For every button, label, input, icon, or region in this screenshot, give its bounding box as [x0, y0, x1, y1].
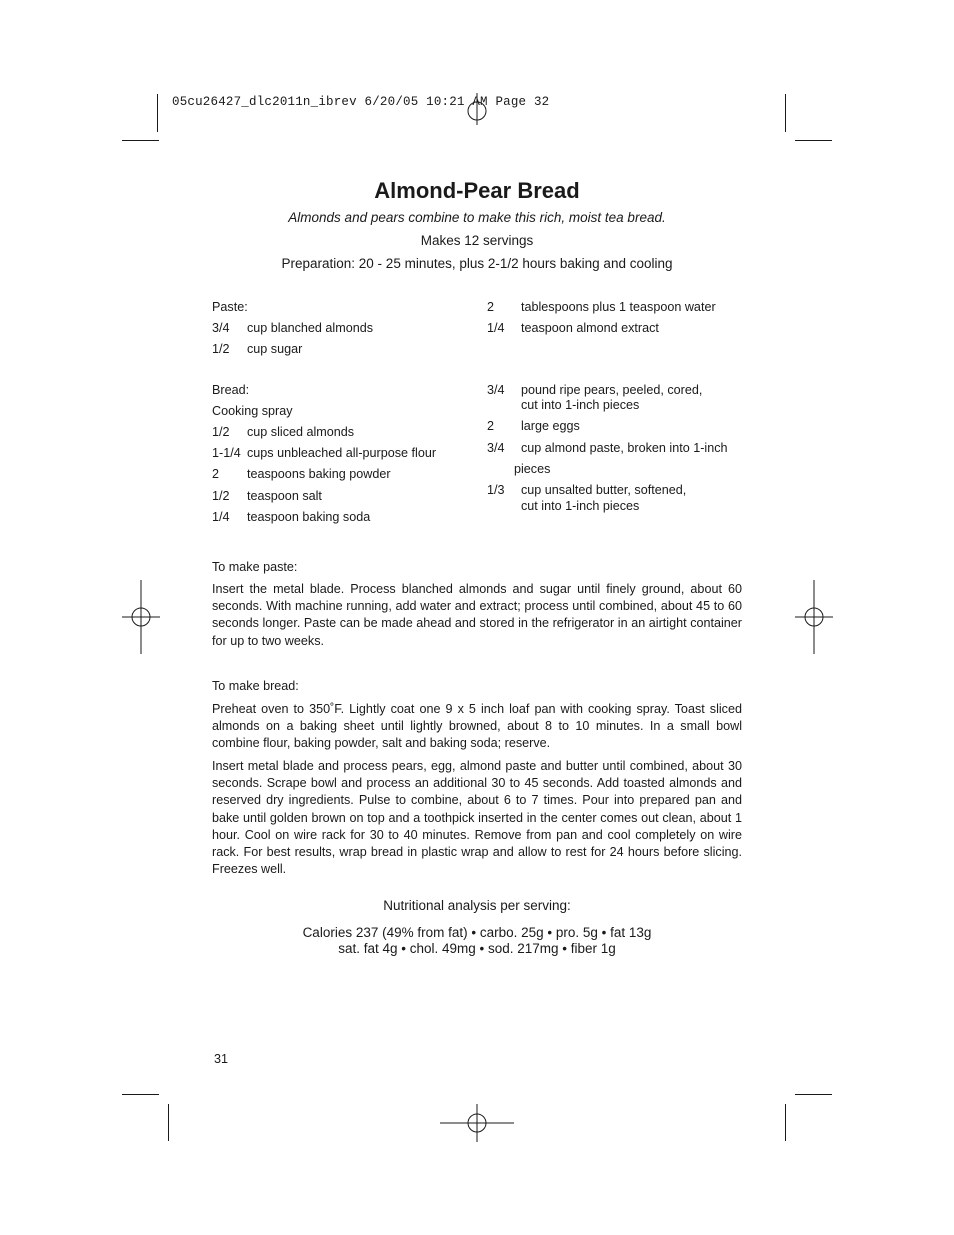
- recipe-subtitle: Almonds and pears combine to make this rich, moist tea bread.: [288, 210, 666, 225]
- ingredient-item: cups unbleached all-purpose flour: [247, 446, 437, 460]
- ingredient-item: large eggs: [521, 419, 580, 433]
- ingredient-item: tablespoons plus 1 teaspoon water: [521, 300, 716, 314]
- registration-mark-icon: [122, 580, 160, 654]
- make-paste-text: Insert the metal blade. Process blanched almonds and sugar until finely ground, about 60 seconds. With machine running, add water and extract; process until combined, about 45 to 60 seconds longer. Paste can be made ahead and stored in the refrigerator in an airtight container for up to two weeks.: [212, 582, 742, 648]
- ingredient-item: cup unsalted butter, softened,: [521, 483, 687, 497]
- printer-slug: 05cu26427_dlc2011n_ibrev 6/20/05 10:21 AM Page 32: [172, 95, 550, 109]
- bread-heading: Bread:: [212, 383, 250, 397]
- ingredient-item: cup sliced almonds: [247, 425, 355, 439]
- crop-mark: [122, 140, 159, 141]
- ingredient-qty: 2: [487, 419, 495, 433]
- registration-mark-icon: [795, 580, 833, 654]
- crop-mark: [785, 94, 786, 132]
- crop-mark: [122, 1094, 159, 1095]
- crop-mark: [795, 1094, 832, 1095]
- ingredient-item-continued: cut into 1-inch pieces: [521, 398, 640, 412]
- ingredient-qty: 1/4: [212, 510, 230, 524]
- ingredient-qty: 3/4: [487, 383, 505, 397]
- crop-mark: [785, 1104, 786, 1141]
- ingredient-item: teaspoon almond extract: [521, 321, 659, 335]
- registration-mark-icon: [440, 93, 514, 125]
- nutrition-heading: Nutritional analysis per serving:: [383, 898, 571, 913]
- crop-mark: [795, 140, 832, 141]
- ingredient-qty: 1/4: [487, 321, 505, 335]
- ingredient-qty: 1/2: [212, 425, 230, 439]
- ingredient-item: teaspoon salt: [247, 489, 322, 503]
- ingredient-qty: 3/4: [212, 321, 230, 335]
- nutrition-line: Calories 237 (49% from fat) • carbo. 25g • pro. 5g • fat 13g: [302, 925, 652, 940]
- ingredient-item: teaspoon baking soda: [247, 510, 371, 524]
- ingredient-qty: 1/2: [212, 489, 230, 503]
- crop-mark: [157, 94, 158, 132]
- crop-mark: [168, 1104, 169, 1141]
- ingredient-qty: 1/3: [487, 483, 505, 497]
- nutrition-line: sat. fat 4g • chol. 49mg • sod. 217mg • fiber 1g: [338, 941, 616, 956]
- ingredient-item-continued: cut into 1-inch pieces: [521, 499, 640, 513]
- ingredient-item: cup blanched almonds: [247, 321, 374, 335]
- registration-mark-icon: [440, 1104, 514, 1142]
- ingredient-item: Cooking spray: [212, 404, 293, 418]
- ingredient-qty: 2: [212, 467, 220, 481]
- ingredient-item: cup almond paste, broken into 1-inch: [521, 441, 728, 455]
- make-bread-heading: To make bread:: [212, 679, 299, 693]
- ingredient-qty: 3/4: [487, 441, 505, 455]
- paste-heading: Paste:: [212, 300, 248, 314]
- recipe-preparation: Preparation: 20 - 25 minutes, plus 2-1/2 hours baking and cooling: [281, 256, 673, 271]
- make-paste-heading: To make paste:: [212, 560, 298, 574]
- make-bread-paragraph: Insert metal blade and process pears, egg, almond paste and butter until combined, about 30 seconds. Scrape bowl and process an additional 30 to 45 seconds. Add toasted almonds and reserved dry ingredients. Pulse to combine, about 6 to 7 times. Pour into prepared pan and bake until golden brown on top and a toothpick inserted in the center comes out clean, about 1 hour. Cool on wire rack for 30 to 40 minutes. Remove from pan and cool completely on wire rack. For best results, wrap bread in plastic wrap and allow to rest for 24 hours before slicing. Freezes well.: [212, 759, 742, 877]
- recipe-servings: Makes 12 servings: [420, 233, 534, 248]
- ingredient-item: cup sugar: [247, 342, 303, 356]
- ingredient-qty: 1-1/4: [212, 446, 241, 460]
- recipe-title: Almond-Pear Bread: [374, 178, 580, 203]
- ingredient-qty: 1/2: [212, 342, 230, 356]
- make-bread-paragraph: Preheat oven to 350˚F. Lightly coat one 9 x 5 inch loaf pan with cooking spray. Toast sliced almonds on a baking sheet until lightly browned, about 8 to 10 minutes. In a small bowl combine flour, baking powder, salt and baking soda; reserve.: [212, 702, 742, 751]
- page-number: 31: [214, 1052, 229, 1066]
- ingredient-item-continued: pieces: [514, 462, 551, 476]
- ingredient-item: pound ripe pears, peeled, cored,: [521, 383, 703, 397]
- ingredient-item: teaspoons baking powder: [247, 467, 391, 481]
- ingredient-qty: 2: [487, 300, 495, 314]
